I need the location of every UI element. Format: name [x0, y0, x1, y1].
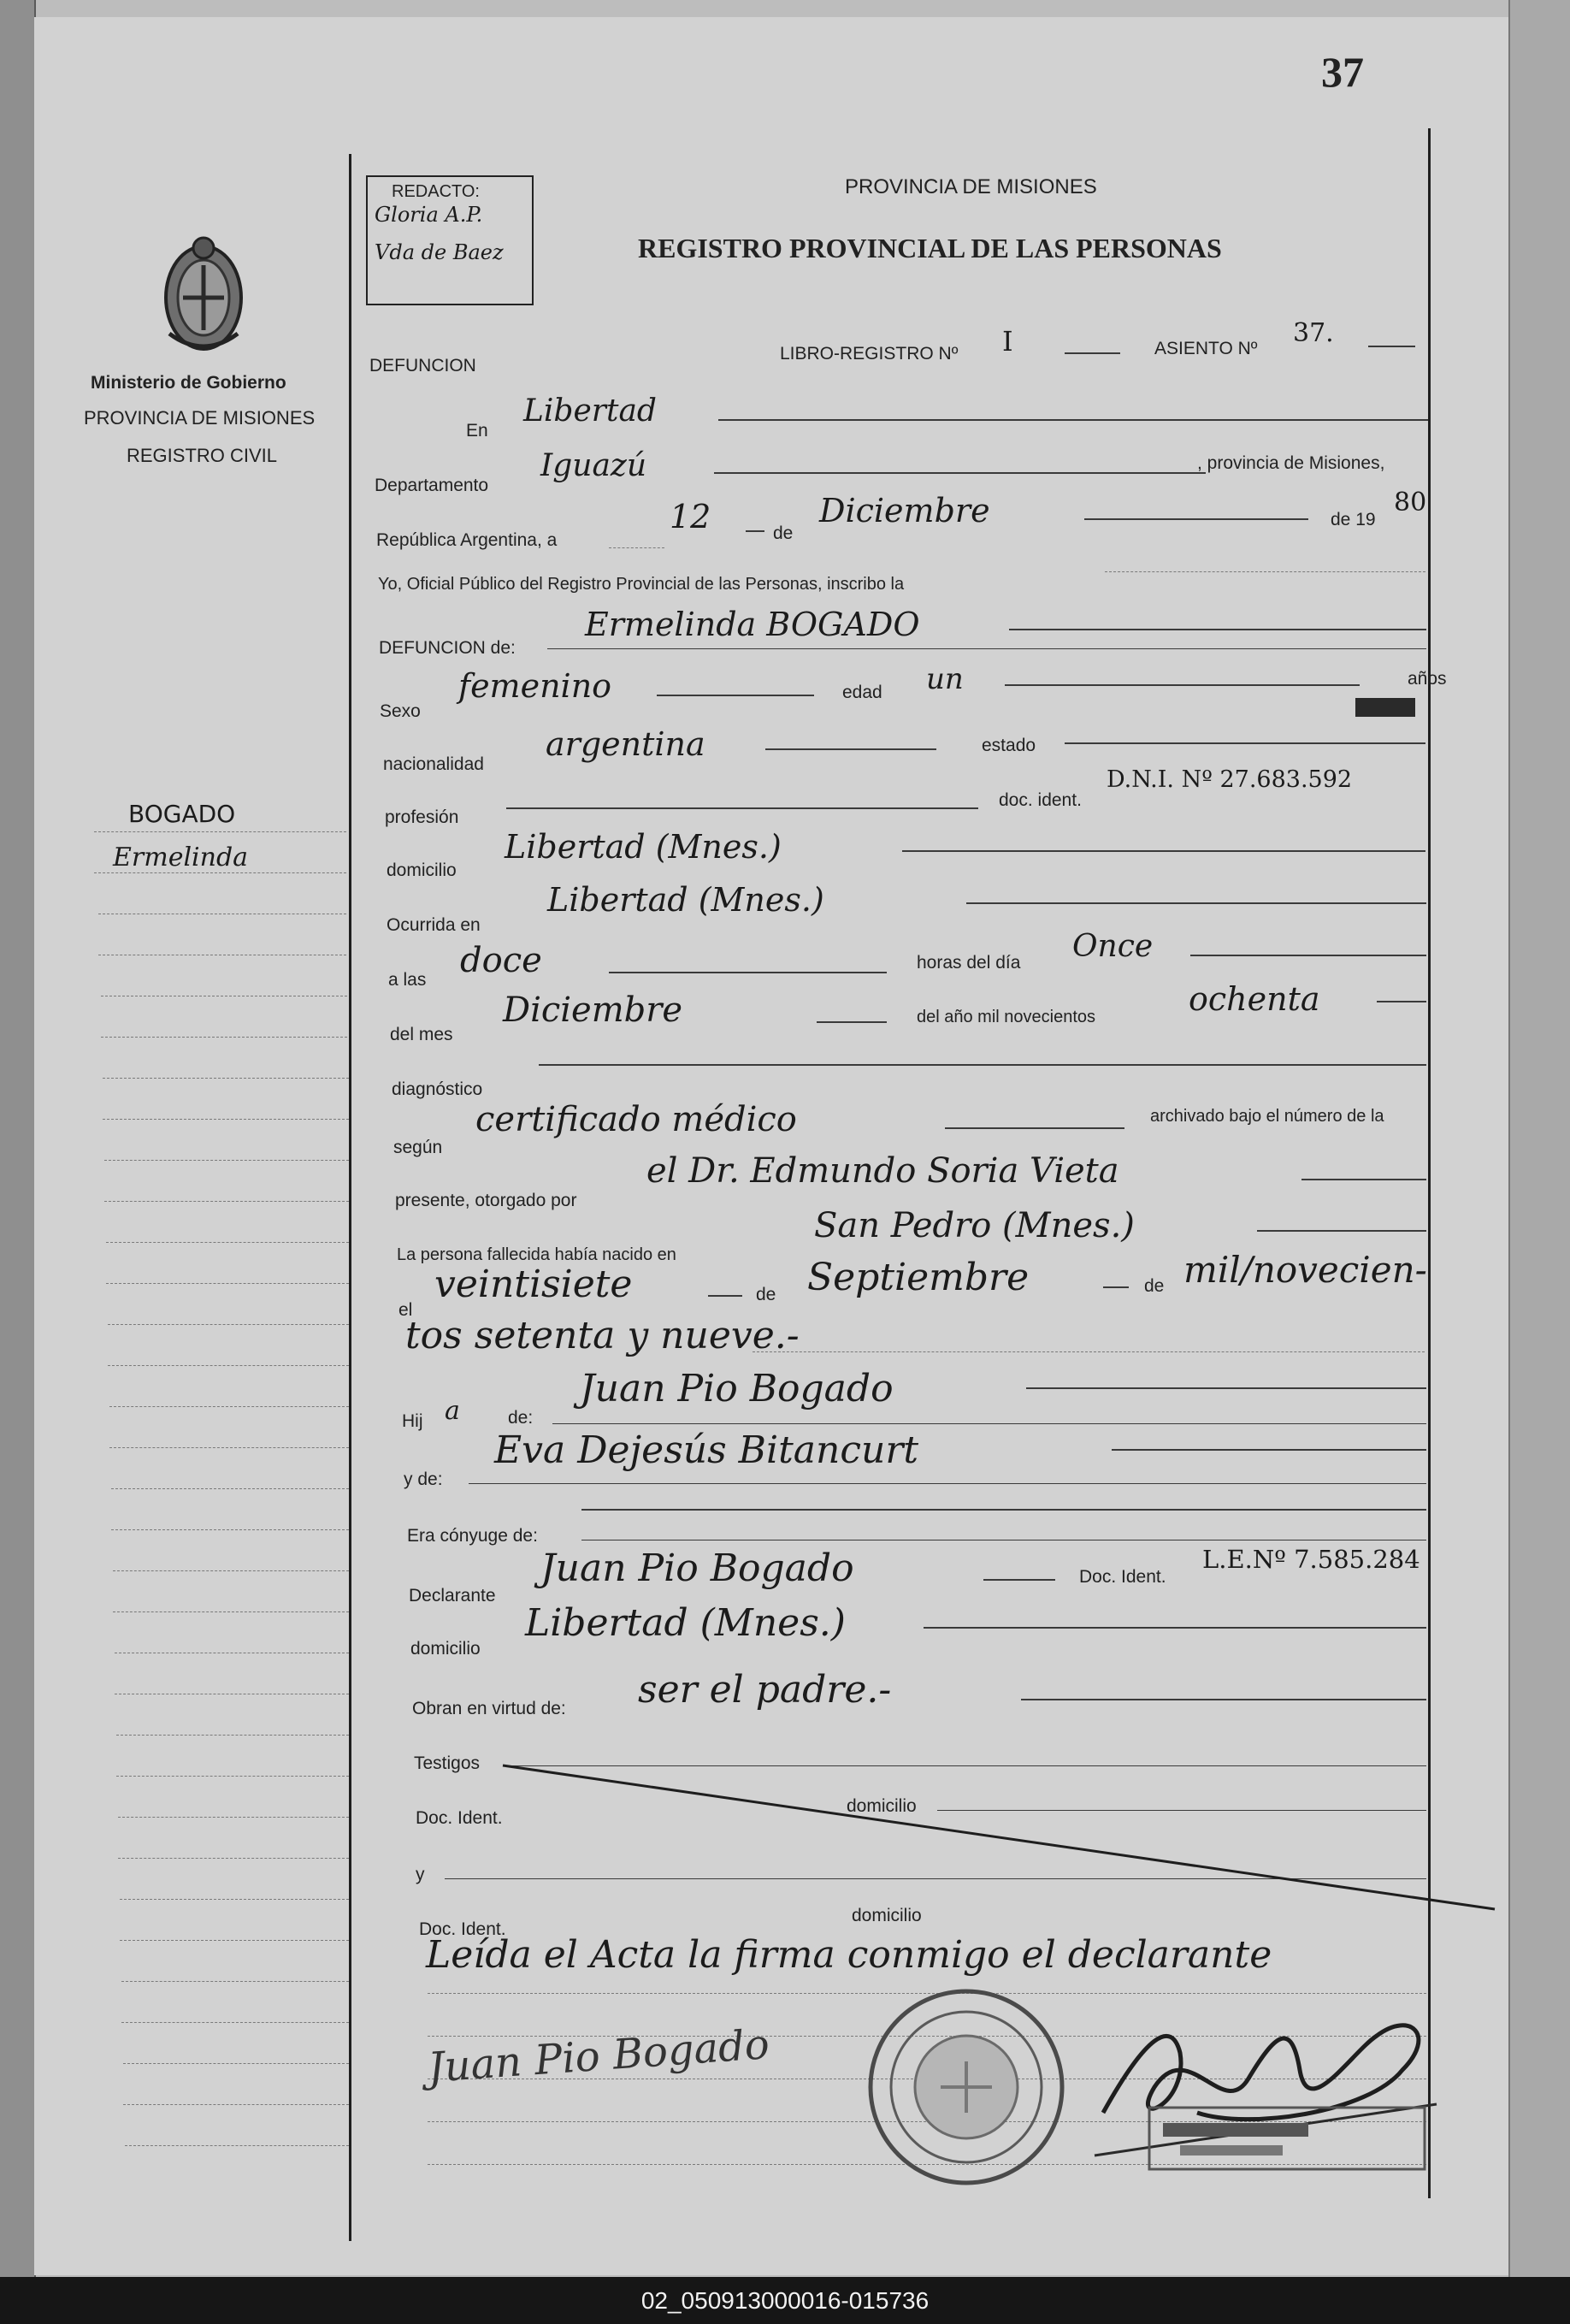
testigos-label: Testigos — [414, 1753, 481, 1773]
nacionalidad-value: argentina — [546, 725, 705, 763]
domicilio-label: domicilio — [387, 860, 457, 880]
footer-id: 02_050913000016-015736 — [640, 2287, 930, 2314]
official-stamp-icon — [1146, 2104, 1428, 2173]
header-title: REGISTRO PROVINCIAL DE LAS PERSONAS — [638, 233, 1222, 263]
el-label: el — [398, 1300, 413, 1320]
anio-label: del año mil novecientos — [917, 1008, 1096, 1026]
closing-phrase: Leída el Acta la firma conmigo el declarante — [426, 1933, 1272, 1977]
nac-month: Septiembre — [807, 1256, 1030, 1299]
libro-value: I — [1002, 325, 1013, 358]
redacto-name: Gloria A.P. — [375, 203, 483, 227]
sexo-label: Sexo — [380, 701, 421, 721]
edad-value: un — [926, 662, 964, 696]
y-de-label: y de: — [404, 1470, 443, 1489]
presente-label: presente, otorgado por — [395, 1191, 577, 1210]
domicilio-value: Libertad (Mnes.) — [505, 828, 782, 866]
declarante-label: Declarante — [409, 1586, 496, 1606]
fecha-year: 80 — [1394, 488, 1427, 517]
margin-surname: BOGADO — [128, 800, 236, 828]
libro-label: LIBRO-REGISTRO Nº — [780, 344, 959, 364]
ministry-line-3: REGISTRO CIVIL — [127, 445, 278, 466]
sexo-value: femenino — [458, 667, 612, 705]
hijo-label: Hij — [402, 1411, 423, 1431]
domicilio2-value: Libertad (Mnes.) — [525, 1601, 846, 1645]
ministry-line-1: Ministerio de Gobierno — [91, 373, 286, 393]
fecha-day: 12 — [670, 498, 711, 535]
declarant-signature: Juan Pio Bogado — [426, 2020, 771, 2092]
hijo-de-label: de: — [508, 1408, 534, 1428]
declarante-doc-label: Doc. Ident. — [1079, 1567, 1166, 1587]
official-seal-icon — [855, 1976, 1077, 2198]
y-label: y — [416, 1865, 425, 1884]
yo-oficial-text: Yo, Oficial Público del Registro Provincial de las Personas, inscribo la — [378, 575, 905, 594]
y-de-value: Eva Dejesús Bitancurt — [494, 1428, 919, 1472]
fecha-month: Diciembre — [819, 492, 990, 529]
obran-label: Obran en virtud de: — [412, 1699, 566, 1718]
mes-value: Diciembre — [503, 991, 683, 1030]
ocurrida-value: Libertad (Mnes.) — [547, 881, 824, 919]
dia-value: Once — [1072, 929, 1154, 964]
departamento-label: Departamento — [375, 476, 489, 495]
segun-value: certificado médico — [475, 1100, 797, 1139]
en-label: En — [466, 421, 488, 441]
fecha-de-19: de 19 — [1331, 510, 1376, 529]
presente-value: el Dr. Edmundo Soria Vieta — [646, 1151, 1119, 1191]
en-value: Libertad — [523, 393, 657, 429]
hora-label: a las — [388, 970, 427, 990]
doc1-domicilio-label: domicilio — [847, 1796, 917, 1816]
margin-name: Ermelinda — [113, 843, 249, 872]
nac-year-2: tos setenta y nueve.- — [405, 1314, 800, 1357]
ocurrida-label: Ocurrida en — [387, 915, 481, 935]
asiento-label: ASIENTO Nº — [1154, 339, 1258, 358]
doc1-label: Doc. Ident. — [416, 1808, 503, 1828]
asiento-value: 37. — [1293, 318, 1334, 348]
doc-ident-label: doc. ident. — [999, 790, 1082, 810]
doc-ident-value: D.N.I. Nº 27.683.592 — [1107, 766, 1353, 793]
fecha-de: de — [773, 523, 794, 543]
conyuge-label: Era cónyuge de: — [407, 1526, 538, 1546]
profesion-label: profesión — [385, 807, 459, 827]
fecha-label: República Argentina, a — [376, 530, 558, 550]
mes-label: del mes — [390, 1025, 453, 1044]
nac-de-2: de — [1144, 1276, 1165, 1296]
nac-year-1: mil/novecien- — [1183, 1249, 1427, 1291]
declarante-doc-value: L.E.Nº 7.585.284 — [1202, 1545, 1420, 1574]
hora-value: doce — [460, 941, 542, 980]
archivado-text: archivado bajo el número de la — [1150, 1107, 1384, 1126]
hijo-suffix: a — [445, 1396, 460, 1426]
obran-value: ser el padre.- — [638, 1668, 892, 1712]
hijo-value: Juan Pio Bogado — [580, 1367, 894, 1410]
redacto-name-2: Vda de Baez — [375, 240, 504, 264]
doc2-domicilio-label: domicilio — [852, 1906, 922, 1925]
redacto-label: REDACTO: — [392, 182, 480, 201]
defuncion-de-value: Ermelinda BOGADO — [585, 606, 920, 643]
domicilio2-label: domicilio — [410, 1639, 481, 1659]
dia-label: horas del día — [917, 953, 1021, 973]
diagnostico-label: diagnóstico — [392, 1079, 483, 1099]
nacido-label: La persona fallecida había nacido en — [397, 1245, 676, 1264]
header-province: PROVINCIA DE MISIONES — [845, 175, 1097, 198]
provincia-suffix: , provincia de Misiones, — [1197, 453, 1385, 473]
segun-label: según — [393, 1138, 443, 1157]
nacionalidad-label: nacionalidad — [383, 754, 484, 774]
nac-day: veintisiete — [434, 1263, 633, 1306]
anio-value: ochenta — [1189, 980, 1320, 1018]
doc2-label: Doc. Ident. — [419, 1919, 506, 1939]
page-number: 37 — [1321, 48, 1364, 96]
departamento-value: Iguazú — [540, 448, 647, 483]
ministry-line-2: PROVINCIA DE MISIONES — [84, 407, 316, 429]
defuncion-de-label: DEFUNCION de: — [379, 638, 516, 658]
edad-label: edad — [842, 683, 882, 702]
declarante-value: Juan Pio Bogado — [540, 1546, 854, 1590]
anos-label: años — [1408, 669, 1447, 689]
act-type: DEFUNCION — [369, 356, 476, 376]
nacido-value: San Pedro (Mnes.) — [814, 1206, 1135, 1245]
estado-label: estado — [982, 736, 1036, 755]
nac-de-1: de — [756, 1285, 776, 1304]
